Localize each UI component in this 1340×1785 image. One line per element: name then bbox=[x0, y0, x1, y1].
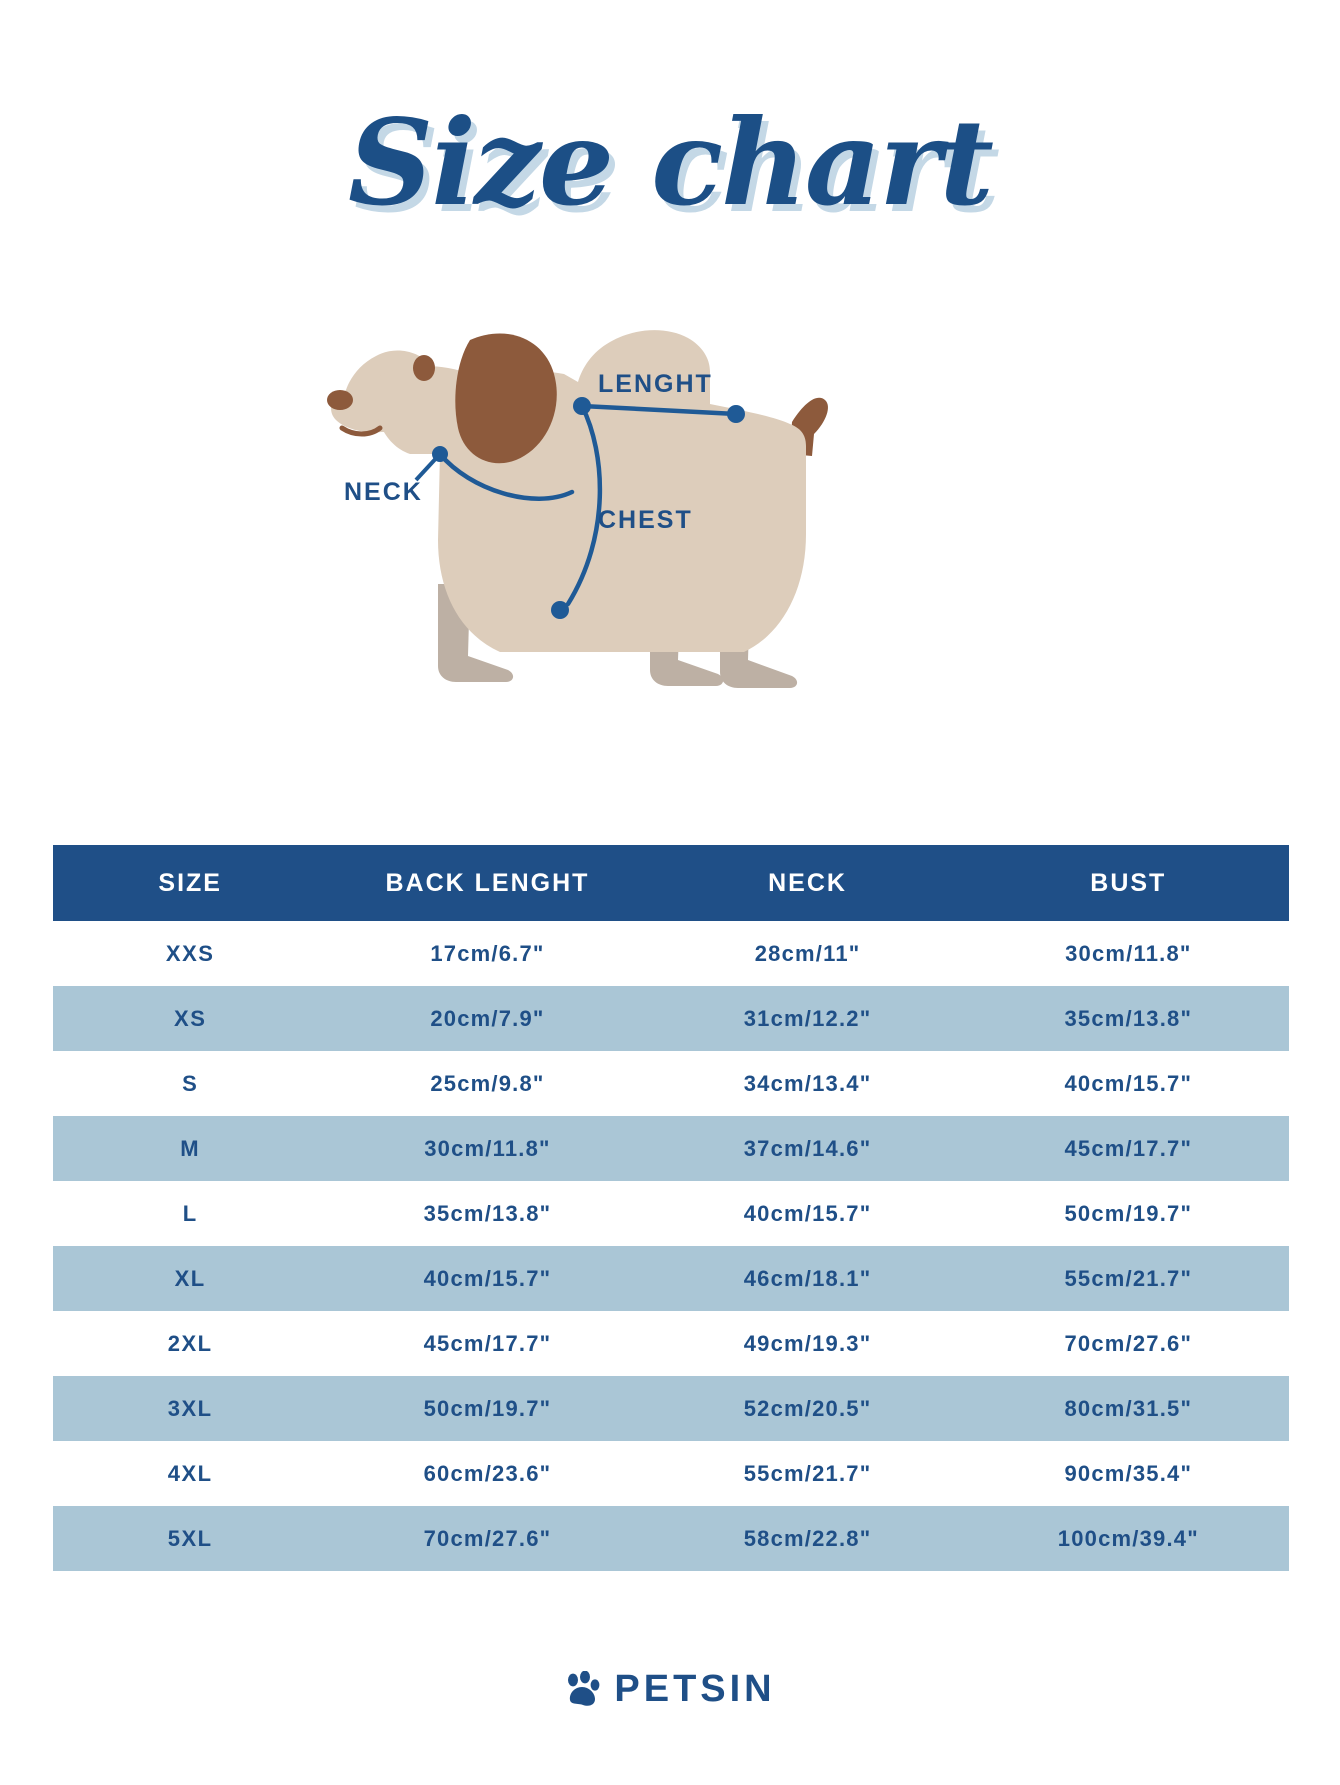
table-row bbox=[53, 1051, 1289, 1116]
cell-neck: 37cm/14.6" bbox=[648, 1116, 968, 1181]
table-row bbox=[53, 921, 1289, 986]
size-table-head bbox=[53, 845, 1289, 921]
cell-back-length: 60cm/23.6" bbox=[327, 1441, 647, 1506]
table-header-row bbox=[53, 845, 1289, 921]
table-row bbox=[53, 1506, 1289, 1571]
table-row bbox=[53, 1181, 1289, 1246]
column-header-back-length: BACK LENGHT bbox=[327, 845, 647, 921]
cell-back-length: 17cm/6.7" bbox=[327, 921, 647, 986]
brand-footer bbox=[0, 1668, 1340, 1711]
cell-bust: 70cm/27.6" bbox=[968, 1311, 1289, 1376]
table-row bbox=[53, 1246, 1289, 1311]
brand-name: PETSIN bbox=[614, 1668, 776, 1710]
cell-bust: 50cm/19.7" bbox=[968, 1181, 1289, 1246]
column-header-bust: BUST bbox=[968, 845, 1289, 921]
cell-back-length: 20cm/7.9" bbox=[327, 986, 647, 1051]
table-row bbox=[53, 1441, 1289, 1506]
cell-back-length: 30cm/11.8" bbox=[327, 1116, 647, 1181]
size-table-body bbox=[53, 921, 1289, 1571]
length-measure-dot-end bbox=[727, 405, 745, 423]
label-chest: CHEST bbox=[598, 506, 693, 534]
cell-bust: 30cm/11.8" bbox=[968, 921, 1289, 986]
dog-diagram-svg bbox=[320, 304, 1020, 734]
cell-back-length: 50cm/19.7" bbox=[327, 1376, 647, 1441]
table-row bbox=[53, 986, 1289, 1051]
cell-bust: 45cm/17.7" bbox=[968, 1116, 1289, 1181]
cell-neck: 58cm/22.8" bbox=[648, 1506, 968, 1571]
cell-size: M bbox=[53, 1116, 327, 1181]
length-measure-dot-start bbox=[573, 397, 591, 415]
size-table-wrap bbox=[53, 845, 1289, 1571]
cell-size: 3XL bbox=[53, 1376, 327, 1441]
cell-size: XL bbox=[53, 1246, 327, 1311]
cell-back-length: 70cm/27.6" bbox=[327, 1506, 647, 1571]
table-row bbox=[53, 1311, 1289, 1376]
cell-neck: 52cm/20.5" bbox=[648, 1376, 968, 1441]
cell-bust: 80cm/31.5" bbox=[968, 1376, 1289, 1441]
cell-neck: 40cm/15.7" bbox=[648, 1181, 968, 1246]
cell-back-length: 45cm/17.7" bbox=[327, 1311, 647, 1376]
cell-bust: 55cm/21.7" bbox=[968, 1246, 1289, 1311]
cell-bust: 100cm/39.4" bbox=[968, 1506, 1289, 1571]
cell-size: 2XL bbox=[53, 1311, 327, 1376]
page-title-area bbox=[0, 0, 1340, 294]
cell-back-length: 40cm/15.7" bbox=[327, 1246, 647, 1311]
cell-back-length: 25cm/9.8" bbox=[327, 1051, 647, 1116]
cell-neck: 46cm/18.1" bbox=[648, 1246, 968, 1311]
paw-icon bbox=[564, 1671, 600, 1709]
label-length: LENGHT bbox=[598, 370, 713, 398]
dog-eye-icon bbox=[413, 355, 435, 381]
cell-bust: 90cm/35.4" bbox=[968, 1441, 1289, 1506]
size-table bbox=[53, 845, 1289, 1571]
neck-leader-line bbox=[416, 454, 440, 480]
cell-size: XXS bbox=[53, 921, 327, 986]
cell-size: 5XL bbox=[53, 1506, 327, 1571]
cell-bust: 40cm/15.7" bbox=[968, 1051, 1289, 1116]
column-header-size: SIZE bbox=[53, 845, 327, 921]
table-row bbox=[53, 1116, 1289, 1181]
cell-size: XS bbox=[53, 986, 327, 1051]
table-row bbox=[53, 1376, 1289, 1441]
page-title: Size chart bbox=[348, 93, 992, 232]
cell-bust: 35cm/13.8" bbox=[968, 986, 1289, 1051]
label-neck: NECK bbox=[344, 478, 423, 506]
cell-size: S bbox=[53, 1051, 327, 1116]
cell-size: L bbox=[53, 1181, 327, 1246]
cell-back-length: 35cm/13.8" bbox=[327, 1181, 647, 1246]
cell-neck: 34cm/13.4" bbox=[648, 1051, 968, 1116]
dog-measurement-illustration bbox=[0, 304, 1340, 754]
column-header-neck: NECK bbox=[648, 845, 968, 921]
cell-neck: 55cm/21.7" bbox=[648, 1441, 968, 1506]
cell-neck: 28cm/11" bbox=[648, 921, 968, 986]
cell-neck: 31cm/12.2" bbox=[648, 986, 968, 1051]
dog-nose-icon bbox=[327, 390, 353, 410]
cell-neck: 49cm/19.3" bbox=[648, 1311, 968, 1376]
chest-measure-dot bbox=[551, 601, 569, 619]
cell-size: 4XL bbox=[53, 1441, 327, 1506]
